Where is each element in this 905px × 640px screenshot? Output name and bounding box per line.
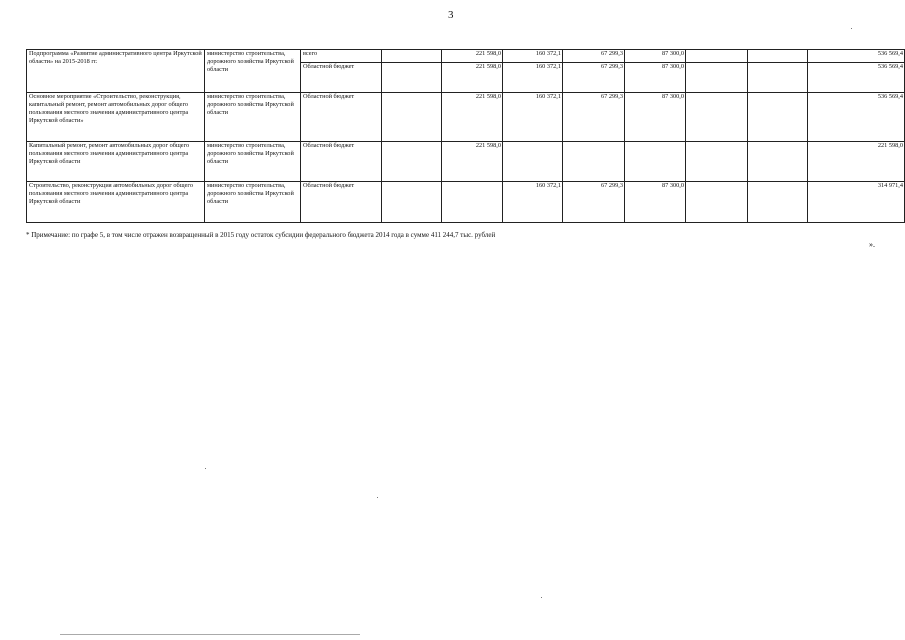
total-cell: 536 569,4 [808, 50, 905, 63]
empty-cell [382, 50, 442, 63]
year-2018-cell: 87 300,0 [625, 63, 686, 93]
funding-source-cell: Областной бюджет [301, 142, 382, 182]
empty-cell [748, 50, 808, 63]
empty-cell [748, 93, 808, 142]
year-2016-cell [503, 142, 563, 182]
year-2018-cell [625, 142, 686, 182]
empty-cell [382, 93, 442, 142]
empty-cell [686, 142, 748, 182]
table-row [27, 50, 905, 63]
executor-cell: министерство строительства, дорожного хозяйства Иркутской области [205, 142, 301, 182]
footnote: * Примечание: по графе 5, в том числе отражен возвращенный в 2015 году остаток субсидии федерального бюджета 2014 года в сумме 411 244,7 тыс. рублей [26, 231, 496, 239]
table-row [27, 93, 905, 142]
closing-quote: ». [869, 240, 875, 249]
activity-name-cell: Строительство, реконструкция автомобильных дорог общего пользования местного значения административного центра Иркутской области [27, 182, 205, 223]
funding-source-cell: Областной бюджет [301, 182, 382, 223]
year-2015-cell: 221 598,0 [442, 50, 503, 63]
empty-cell [382, 142, 442, 182]
scan-speck [205, 468, 206, 469]
total-cell: 221 598,0 [808, 142, 905, 182]
activity-name-cell: Основное мероприятие «Строительство, реконструкция, капитальный ремонт, ремонт автомобильных дорог общего пользования местного значения административного центра Иркутской области» [27, 93, 205, 142]
total-cell: 536 569,4 [808, 93, 905, 142]
empty-cell [748, 182, 808, 223]
year-2015-cell [442, 182, 503, 223]
year-2018-cell: 87 300,0 [625, 182, 686, 223]
year-2015-cell: 221 598,0 [442, 142, 503, 182]
year-2016-cell: 160 372,1 [503, 63, 563, 93]
year-2017-cell: 67 299,3 [563, 93, 625, 142]
table-row [27, 142, 905, 182]
funding-source-cell: всего [301, 50, 382, 63]
empty-cell [686, 182, 748, 223]
total-cell: 314 971,4 [808, 182, 905, 223]
year-2017-cell [563, 142, 625, 182]
total-cell: 536 569,4 [808, 63, 905, 93]
year-2018-cell: 87 300,0 [625, 50, 686, 63]
year-2015-cell: 221 598,0 [442, 63, 503, 93]
executor-cell: министерство строительства, дорожного хозяйства Иркутской области [205, 182, 301, 223]
funding-source-cell: Областной бюджет [301, 93, 382, 142]
page-number: 3 [448, 9, 454, 21]
year-2017-cell: 67 299,3 [563, 182, 625, 223]
funding-source-cell: Областной бюджет [301, 63, 382, 93]
executor-cell: министерство строительства, дорожного хозяйства Иркутской области [205, 50, 301, 93]
table-row [27, 182, 905, 223]
scan-speck [541, 597, 542, 598]
empty-cell [686, 93, 748, 142]
scan-speck [377, 497, 378, 498]
year-2018-cell: 87 300,0 [625, 93, 686, 142]
activity-name-cell: Капитальный ремонт, ремонт автомобильных дорог общего пользования местного значения административного центра Иркутской области [27, 142, 205, 182]
executor-cell: министерство строительства, дорожного хозяйства Иркутской области [205, 93, 301, 142]
empty-cell [686, 63, 748, 93]
empty-cell [686, 50, 748, 63]
scan-edge [60, 634, 360, 635]
year-2017-cell: 67 299,3 [563, 50, 625, 63]
year-2017-cell: 67 299,3 [563, 63, 625, 93]
year-2016-cell: 160 372,1 [503, 182, 563, 223]
empty-cell [382, 63, 442, 93]
scan-speck [851, 28, 852, 29]
year-2015-cell: 221 598,0 [442, 93, 503, 142]
empty-cell [748, 63, 808, 93]
budget-table [26, 49, 905, 223]
year-2016-cell: 160 372,1 [503, 50, 563, 63]
empty-cell [382, 182, 442, 223]
year-2016-cell: 160 372,1 [503, 93, 563, 142]
empty-cell [748, 142, 808, 182]
subprogram-name-cell: Подпрограмма «Развитие административного центра Иркутской области» на 2015-2018 гг. [27, 50, 205, 93]
